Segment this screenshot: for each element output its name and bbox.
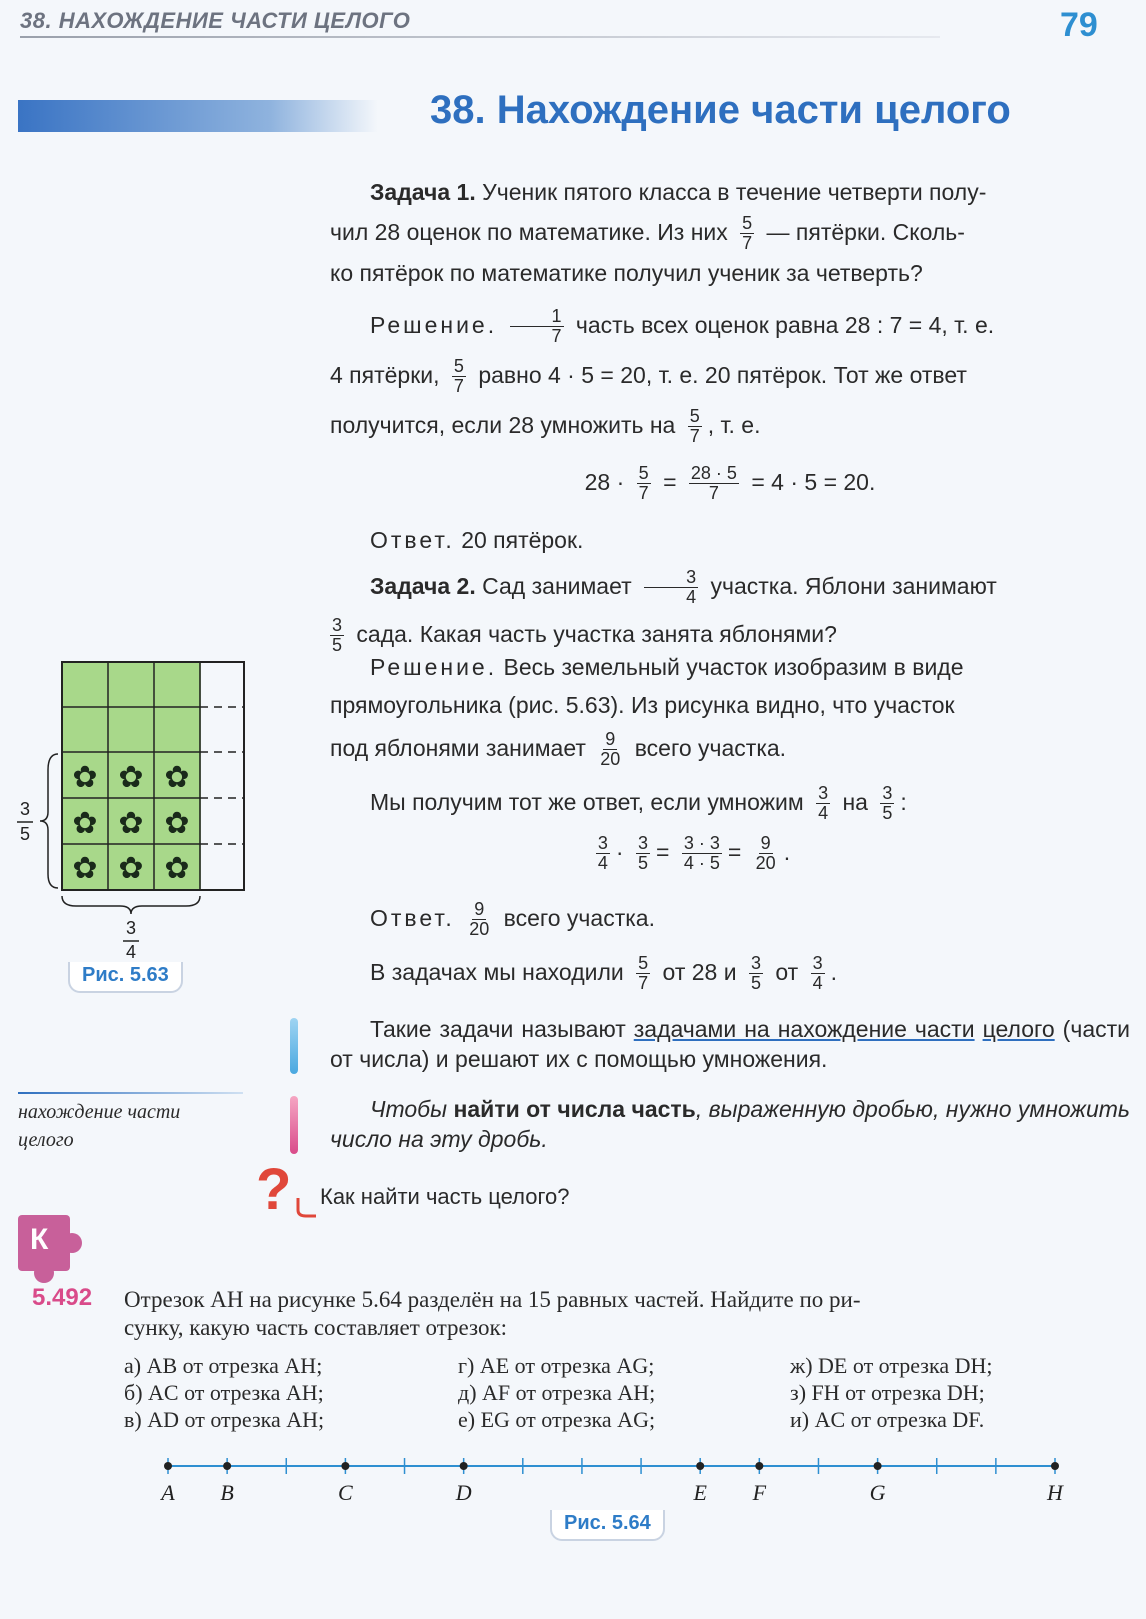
term-link: задачами на нахождение части [633,1016,975,1042]
task1-label: Задача 1. [370,179,476,205]
task1-text-c: — пятёрки. Сколь- [766,219,965,245]
task1-text-a: Ученик пятого класса в течение четверти полу- [482,179,987,205]
figure-5-63 [10,660,270,990]
task2-paragraph: Задача 2. Сад занимает $\frac{3}{4}$ участка. Яблони занимают $\frac{3}{5}$ сада. Какая часть участка занята яблонями? [332,567,997,656]
task1-sol-d: получится, если 28 умножить на [330,412,676,438]
left-brace [40,754,58,888]
tree-icon: ✿ [164,807,190,840]
solution-label: Решение. [370,312,498,338]
header-rule [20,36,940,38]
point-H [1051,1462,1059,1470]
point-B [223,1462,231,1470]
figure-5-64 [140,1448,1080,1508]
task1-answer: Ответ. 20 пятёрок. [370,527,584,553]
tree-icon: ✿ [118,761,144,794]
figure-5-63-caption: Рис. 5.63 [68,962,183,993]
fraction: $\frac{5}{7}$ [742,213,753,254]
point-F [755,1462,763,1470]
task1-sol-b: 4 пятёрки, [330,362,440,388]
bottom-brace [62,896,200,914]
task1-sol-e: , т. е. [707,412,761,438]
fraction: $\frac{5}{7}$ [453,356,464,397]
task1-solution [330,300,1130,450]
point-E [696,1462,704,1470]
apple-trees [72,761,189,885]
point-label-B: B [220,1480,234,1505]
task1-sol-a: часть всех оценок равна 28 : 7 = 4, т. е. [575,312,995,338]
point-label-D: D [455,1480,472,1505]
title-banner [18,100,378,132]
figure-5-64-caption: Рис. 5.64 [550,1510,665,1541]
definition-bar [290,1018,298,1074]
point-A [164,1462,172,1470]
tree-icon: ✿ [118,852,144,885]
bottom-brace-num: 3 [125,918,137,938]
section-title: 38. Нахождение части целого [430,88,1011,132]
point-G [874,1462,882,1470]
point-label-E: E [693,1480,707,1505]
question-hook-icon [294,1196,320,1220]
exercise-col-2: г) AE от отрезка AG; д) AF от отрезка AH; е) EG от отрезка AG; [458,1353,656,1432]
definition-text: Такие задачи называют задачами на нахождение части целого (части от числа) и решают их с помощью умножения. [330,1016,1130,1072]
exercise-col-3: ж) DE от отрезка DH; з) FH от отрезка DH; и) AC от отрезка DF. [790,1353,993,1432]
tree-icon: ✿ [72,761,98,794]
point-C [341,1462,349,1470]
task2-label: Задача 2. [370,573,476,599]
point-label-A: A [161,1480,175,1505]
task2-same-answer: Мы получим тот же ответ, если умножим $\frac{3}{4}$ на $\frac{3}{5}$ : [370,783,907,824]
point-label-H: H [1047,1480,1063,1505]
tree-icon: ✿ [118,807,144,840]
point-label-F: F [752,1480,767,1505]
tree-icon: ✿ [164,852,190,885]
fraction: $\frac{1}{7}$ [510,307,564,346]
task2-formula: $\frac{3}{4}$ · $\frac{3}{5}$ = $\frac{3 \cdot 3}{4 \cdot 5}$ = $\frac{9}{20}$ . [597,833,791,874]
point-D [460,1462,468,1470]
question-text: Как найти часть целого? [320,1184,570,1209]
exercise-number: 5.492 [32,1284,93,1311]
point-label-G: G [869,1480,886,1505]
rule-text: Чтобы найти от числа часть, выраженную дробью, нужно умножить число на эту дробь. [330,1096,1131,1152]
question-icon: ? [256,1157,292,1222]
dashed-lines [200,707,244,844]
task1-text-d: ко пятёрок по математике получил ученик за четверть? [330,260,923,287]
left-brace-num: 3 [19,799,31,819]
page-number: 79 [1060,6,1098,44]
task1-formula: 28 · $\frac{5}{7}$ = $\frac{28 \cdot 5}{7}$ = 4 · 5 = 20. [584,463,876,504]
tree-icon: ✿ [72,807,98,840]
summary-line: В задачах мы находили $\frac{5}{7}$ от 28 и $\frac{3}{5}$ от $\frac{3}{4}$ . [370,953,837,994]
sidenote-rule [18,1092,243,1094]
task1-sol-c: равно 4 · 5 = 20, т. е. 20 пятёрок. Тот же ответ [478,362,967,388]
fraction: $\frac{5}{7}$ [689,406,700,447]
point-label-C: C [338,1480,353,1505]
task2-solution: Решение. Весь земельный участок изобразим в виде прямоугольника (рис. 5.63). Из рисунка видно, что участок под яблонями занимает $\frac{9}{20}$ всего участка. [330,654,964,770]
exercise-col-1: а) AB от отрезка AH; б) AC от отрезка AH; в) AD от отрезка AH; [124,1353,325,1432]
task1-paragraph [330,172,1130,293]
tree-icon: ✿ [164,761,190,794]
exercise-text: Отрезок AH на рисунке 5.64 разделён на 15 равных частей. Найдите по ри- сунку, какую часть составляет отрезок: [124,1287,861,1340]
task2-answer: Ответ. $\frac{9}{20}$ всего участка. [370,899,655,940]
rule-bar [290,1096,298,1154]
tree-icon: ✿ [72,852,98,885]
running-title: 38. НАХОЖДЕНИЕ ЧАСТИ ЦЕЛОГО [20,8,411,33]
bottom-brace-den: 4 [125,942,137,962]
left-brace-den: 5 [19,824,31,844]
badge-k: К [18,1215,70,1271]
task1-text-b: чил 28 оценок по математике. Из них [330,219,728,245]
sidenote: нахождение части целого [18,1101,181,1151]
